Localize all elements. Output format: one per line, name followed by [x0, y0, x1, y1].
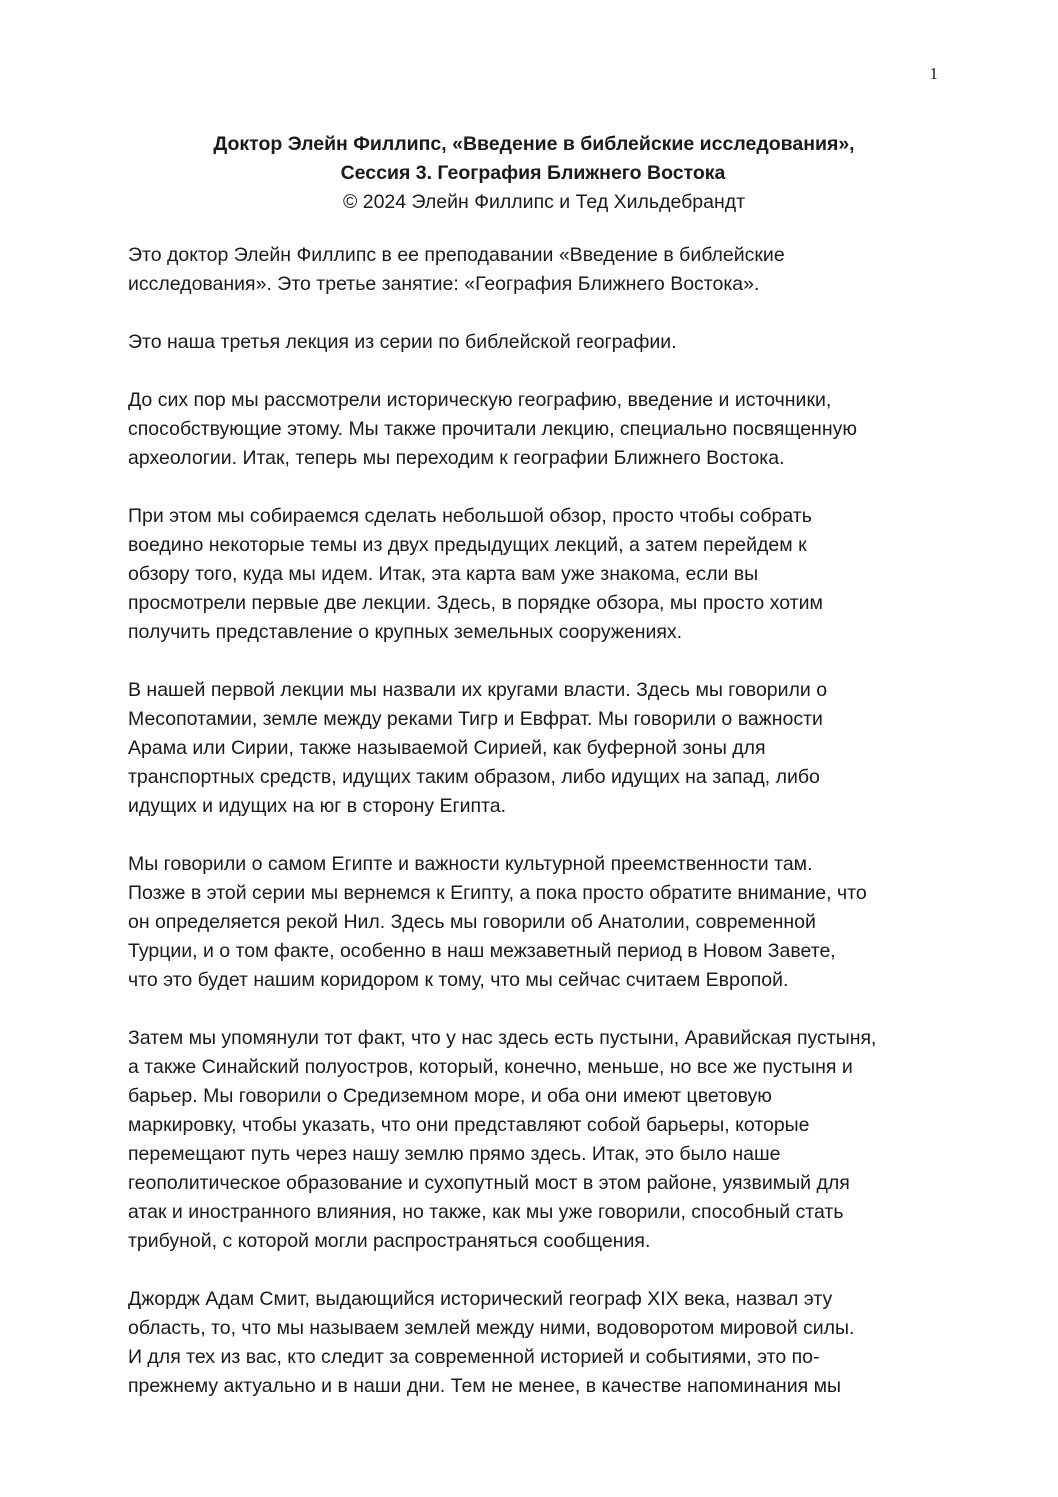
paragraph-line: воедино некоторые темы из двух предыдущих лекций, а затем перейдем к	[128, 534, 807, 556]
paragraph-line: трибуной, с которой могли распространяться сообщения.	[128, 1230, 651, 1252]
paragraph-line: Турции, и о том факте, особенно в наш межзаветный период в Новом Завете,	[128, 940, 836, 962]
paragraph	[128, 241, 928, 299]
paragraph-line: Арама или Сирии, также называемой Сирией, как буферной зоны для	[128, 737, 766, 759]
paragraph-line: Затем мы упомянули тот факт, что у нас здесь есть пустыни, Аравийская пустыня,	[128, 1027, 877, 1049]
paragraph-line: способствующие этому. Мы также прочитали лекцию, специально посвященную	[128, 418, 857, 440]
paragraph	[128, 850, 928, 995]
paragraph-line: перемещают путь через нашу землю прямо здесь. Итак, это было наше	[128, 1143, 781, 1165]
paragraph-line: что это будет нашим коридором к тому, что мы сейчас считаем Европой.	[128, 969, 789, 991]
paragraph-line: просмотрели первые две лекции. Здесь, в порядке обзора, мы просто хотим	[128, 592, 823, 614]
paragraph-line: археологии. Итак, теперь мы переходим к географии Ближнего Востока.	[128, 447, 785, 469]
paragraph-line: До сих пор мы рассмотрели историческую географию, введение и источники,	[128, 389, 832, 411]
paragraph-line: И для тех из вас, кто следит за современной историей и событиями, это по-	[128, 1346, 820, 1368]
paragraph	[128, 1024, 928, 1256]
paragraph-line: транспортных средств, идущих таким образом, либо идущих на запад, либо	[128, 766, 820, 788]
page-number: 1	[929, 64, 938, 83]
title-line-1: Доктор Элейн Филлипс, «Введение в библейские исследования»,	[213, 133, 855, 155]
paragraph	[128, 328, 928, 357]
paragraph	[128, 386, 928, 473]
paragraph-line: обзору того, куда мы идем. Итак, эта карта вам уже знакома, если вы	[128, 563, 759, 585]
paragraph-line: маркировку, чтобы указать, что они представляют собой барьеры, которые	[128, 1114, 810, 1136]
paragraph-line: атак и иностранного влияния, но также, как мы уже говорили, способный стать	[128, 1201, 844, 1223]
paragraph-line: область, то, что мы называем землей между ними, водоворотом мировой силы.	[128, 1317, 855, 1339]
paragraph	[128, 1285, 928, 1401]
document-title	[0, 130, 1058, 217]
copyright-line: © 2024 Элейн Филлипс и Тед Хильдебрандт	[342, 191, 746, 213]
paragraph-line: Позже в этой серии мы вернемся к Египту, а пока просто обратите внимание, что	[128, 882, 867, 904]
paragraph-line: барьер. Мы говорили о Средиземном море, и оба они имеют цветовую	[128, 1085, 772, 1107]
paragraph-line: получить представление о крупных земельных сооружениях.	[128, 621, 683, 643]
paragraph-line: идущих и идущих на юг в сторону Египта.	[128, 795, 507, 817]
paragraph-line: Джордж Адам Смит, выдающийся исторический географ XIX века, назвал эту	[128, 1288, 833, 1310]
paragraph-line: При этом мы собираемся сделать небольшой обзор, просто чтобы собрать	[128, 505, 812, 527]
paragraph-line: Мы говорили о самом Египте и важности культурной преемственности там.	[128, 853, 813, 875]
paragraph	[128, 502, 928, 647]
paragraph-line: прежнему актуально и в наши дни. Тем не менее, в качестве напоминания мы	[128, 1375, 841, 1397]
paragraph-line: он определяется рекой Нил. Здесь мы говорили об Анатолии, современной	[128, 911, 816, 933]
paragraph-line: В нашей первой лекции мы назвали их кругами власти. Здесь мы говорили о	[128, 679, 828, 701]
paragraph	[128, 676, 928, 821]
title-line-2: Сессия 3. География Ближнего Востока	[340, 162, 726, 184]
paragraph-line: геополитическое образование и сухопутный мост в этом районе, уязвимый для	[128, 1172, 850, 1194]
paragraph-line: Месопотамии, земле между реками Тигр и Евфрат. Мы говорили о важности	[128, 708, 823, 730]
paragraph-line: Это наша третья лекция из серии по библейской географии.	[128, 331, 677, 353]
paragraph-line: а также Синайский полуостров, который, конечно, меньше, но все же пустыня и	[128, 1056, 853, 1078]
paragraph-line: исследования». Это третье занятие: «География Ближнего Востока».	[128, 273, 760, 295]
paragraph-line: Это доктор Элейн Филлипс в ее преподавании «Введение в библейские	[128, 244, 785, 266]
document-body	[128, 241, 928, 1430]
